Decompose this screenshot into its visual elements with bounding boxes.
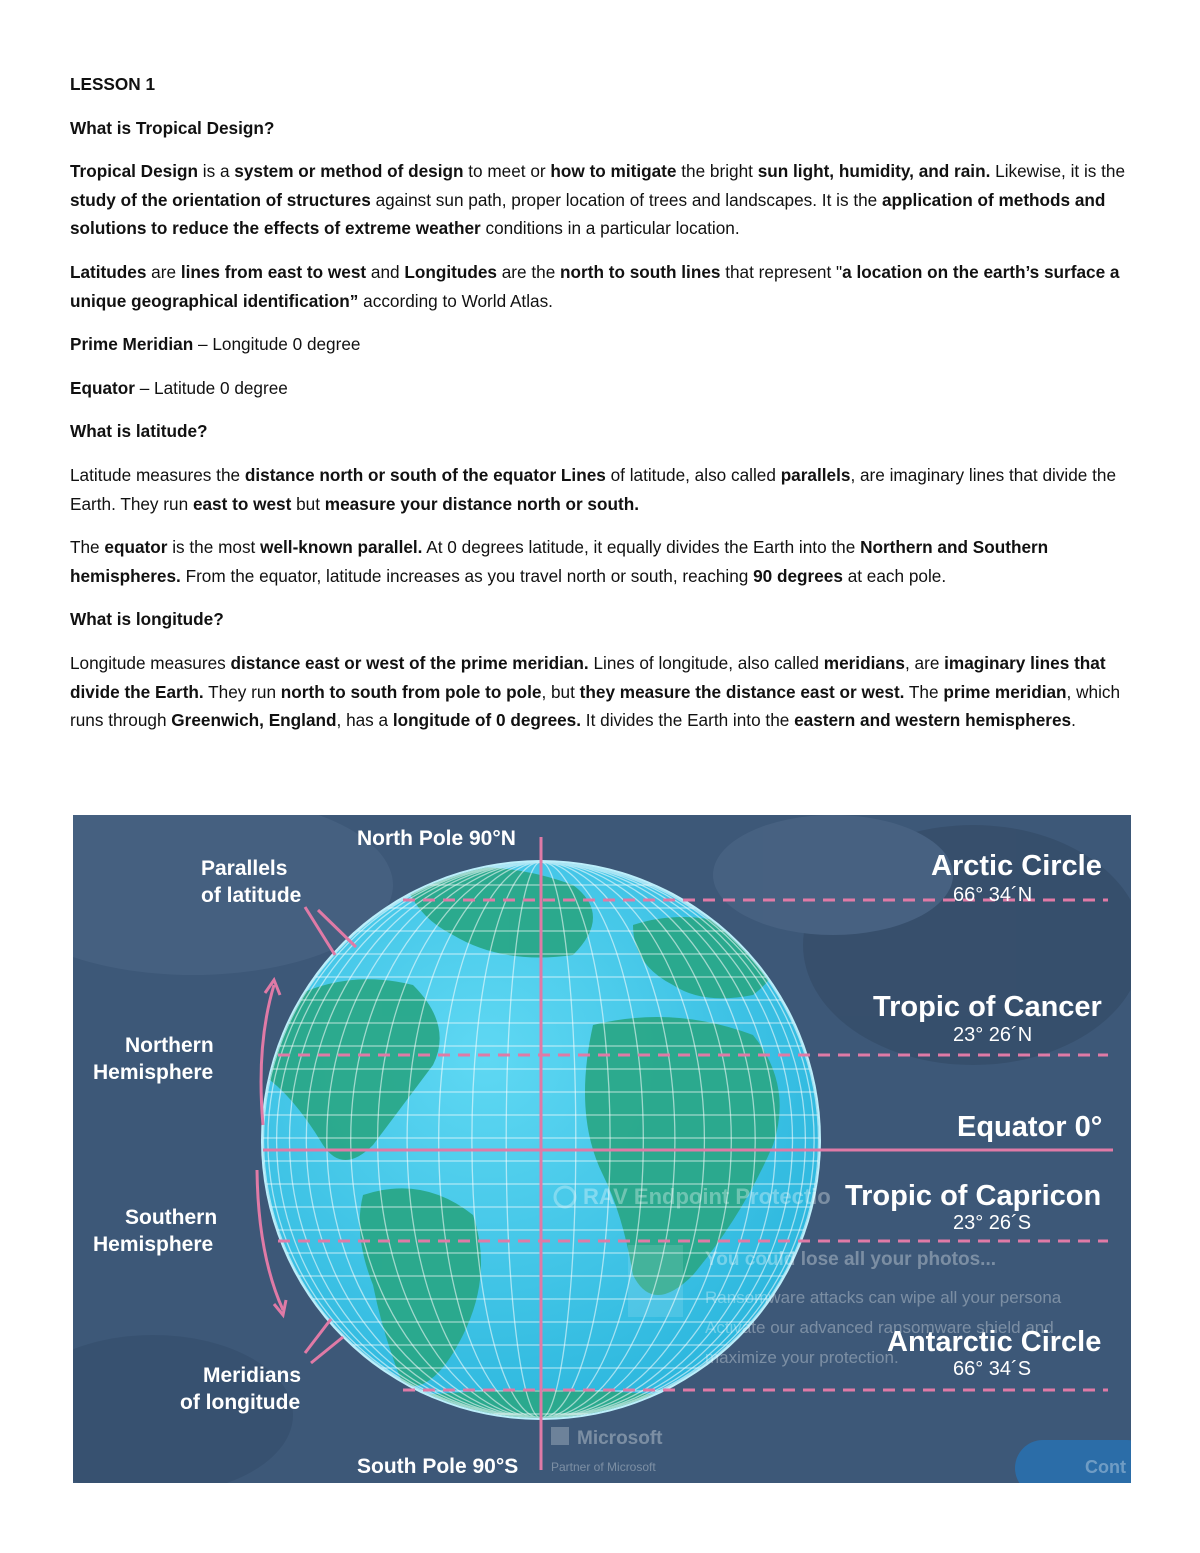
text-run: are the [496,261,561,282]
text-run: Likewise, it is the [990,161,1126,182]
paragraph-equator [70,533,1130,590]
text-run: system or method of design [234,161,464,182]
southern-label-2: Hemisphere [93,1233,214,1256]
text-run: parallels [780,464,851,485]
tropic-of-cancer-degrees: 23° 26´N [953,1024,1033,1046]
paragraph-longitude [70,649,1130,735]
ad-line-3: maximize your protection. [705,1348,899,1367]
text-run: and [366,261,405,282]
text-run: It divides the Earth into the [581,710,795,731]
text-run: are [146,261,181,282]
text-run: eastern and western hemispheres [794,710,1072,731]
text-run: against sun path, proper location of trees and landscapes. It is the [370,189,882,210]
text-run: they measure the distance east or west. [579,681,905,702]
tropic-of-cancer-label: Tropic of Cancer [873,991,1102,1023]
text-run: sun light, humidity, and rain. [757,161,991,182]
text-run: , has a [336,710,393,731]
text-run: Greenwich, England [171,710,337,731]
text-run: Tropical Design [70,161,198,182]
text-run: Longitudes [404,261,497,282]
text-run: , which runs through [70,681,1121,731]
equator-definition [70,374,1130,403]
text-run: imaginary lines that divide the Earth. [70,652,1106,702]
text-run: The [904,681,944,702]
text-run: the bright [676,161,758,182]
paragraph-latitudes-longitudes [70,258,1130,315]
question-tropical-design: What is Tropical Design? [70,117,275,138]
text-run: 90 degrees [753,565,843,586]
antarctic-circle-degrees: 66° 34´S [953,1358,1032,1380]
northern-label-2: Hemisphere [93,1061,214,1084]
arctic-circle-degrees: 66° 34´N [953,884,1033,906]
text-run: according to World Atlas. [358,290,553,311]
parallels-label-1: Parallels [201,857,288,880]
ad-headline: You could lose all your photos... [705,1249,997,1270]
document-page [70,70,1130,750]
parallels-label-2: of latitude [201,884,302,907]
question-latitude: What is latitude? [70,421,208,442]
ad-button-label: Cont [1085,1457,1126,1477]
text-run: Prime Meridian [70,334,194,355]
text-run: east to west [192,493,292,514]
ad-line-1: Ransomware attacks can wipe all your persona [705,1288,1062,1307]
text-run: is the most [167,537,261,558]
text-run: north to south from pole to pole [280,681,542,702]
north-pole-label: North Pole 90°N [357,827,516,850]
question-longitude: What is longitude? [70,609,224,630]
text-run: From the equator, latitude increases as you travel north or south, reaching [180,565,754,586]
text-run: Lines of longitude, also called [588,652,824,673]
text-run: to meet or [463,161,551,182]
text-run: Longitude measures [70,652,231,673]
prime-meridian-definition [70,330,1130,359]
text-run: meridians [823,652,905,673]
text-run: – Longitude 0 degree [193,334,361,355]
text-run: prime meridian [943,681,1067,702]
tropic-of-capricorn-degrees: 23° 26´S [953,1212,1032,1234]
text-run: The [70,537,105,558]
text-run: Latitude measures the [70,464,245,485]
text-run: longitude of 0 degrees. [392,710,582,731]
text-run: is a [197,161,235,182]
text-run: equator [104,537,168,558]
text-run: but [291,493,325,514]
text-run: conditions in a particular location. [480,218,740,239]
antarctic-circle-label: Antarctic Circle [887,1326,1102,1358]
meridians-label-1: Meridians [203,1364,302,1387]
text-run: a location on the earth’s surface a unique geographical identification” [70,261,1120,311]
text-run: that represent " [720,261,843,282]
text-run: – Latitude 0 degree [134,377,288,398]
meridians-pointer-1 [305,1319,331,1353]
paragraph-tropical-design [70,157,1130,243]
southern-label-1: Southern [125,1206,218,1229]
globe-latitude-longitude-figure [73,815,1131,1483]
text-run: study of the orientation of structures [70,189,371,210]
text-run: at each pole. [842,565,947,586]
text-run: lines from east to west [180,261,367,282]
text-run: measure your distance north or south. [324,493,639,514]
ad-line-2: Activate our advanced ransomware shield and [705,1318,1054,1337]
text-run: At 0 degrees latitude, it equally divides the Earth into the [422,537,861,558]
ad-partner: Partner of Microsoft [551,1460,656,1474]
text-run: . [1071,710,1076,731]
text-run: They run [203,681,281,702]
text-run: of latitude, also called [605,464,781,485]
paragraph-latitude [70,461,1130,518]
meridians-label-2: of longitude [180,1391,301,1414]
lesson-title: LESSON 1 [70,74,156,94]
text-run: Northern and Southern hemispheres. [70,537,1049,586]
text-run: well-known parallel. [260,537,423,558]
south-pole-label: South Pole 90°S [357,1455,519,1478]
text-run: how to mitigate [550,161,677,182]
text-run: Latitudes [70,261,147,282]
arctic-circle-label: Arctic Circle [931,850,1102,882]
text-run: distance north or south of the equator Lines [244,464,606,485]
ad-microsoft: Microsoft [577,1428,663,1449]
tropic-of-capricorn-label: Tropic of Capricon [845,1180,1102,1212]
northern-label-1: Northern [125,1034,214,1057]
text-run: , are [904,652,945,673]
ad-brand: RAV Endpoint Protectio [583,1184,831,1209]
text-run: north to south lines [560,261,721,282]
equator-label: Equator 0° [957,1111,1103,1143]
text-run: , are imaginary lines that divide the Earth. They run [70,464,1117,514]
text-run: Equator [70,377,135,398]
text-run: , but [541,681,580,702]
text-run: distance east or west of the prime meridian. [230,652,589,673]
text-run: application of methods and solutions to reduce the effects of extreme weather [70,189,1106,239]
